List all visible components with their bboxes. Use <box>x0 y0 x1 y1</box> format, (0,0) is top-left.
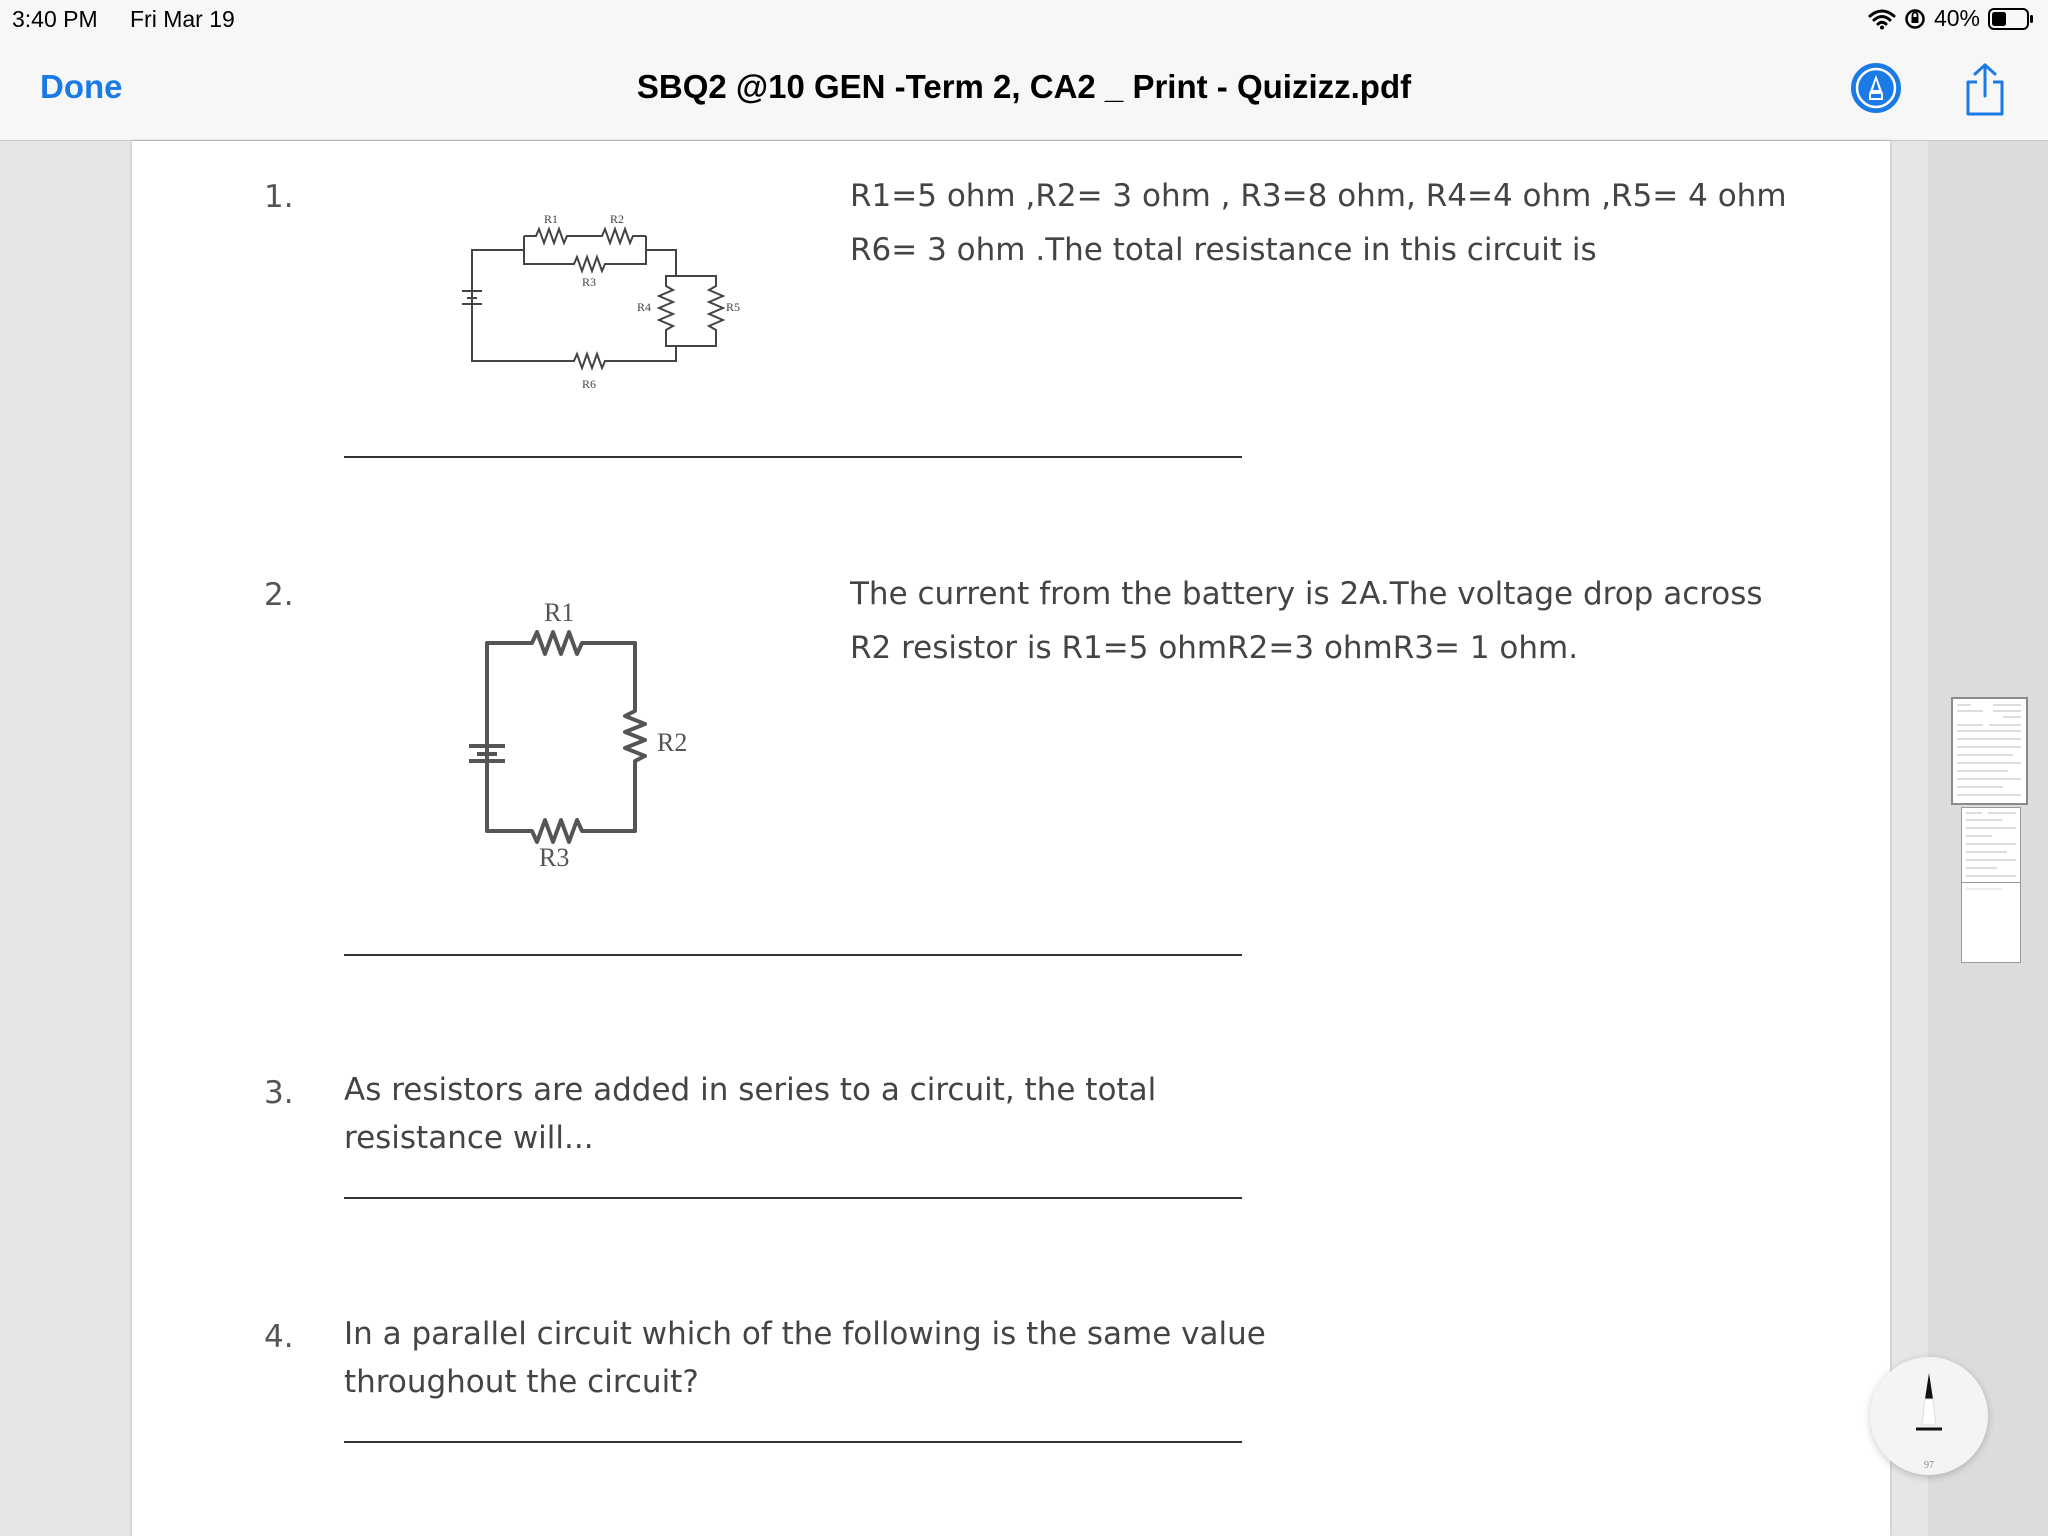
q1-label-r4: R4 <box>637 300 652 314</box>
done-button[interactable]: Done <box>40 68 123 105</box>
question-4-text <box>344 1310 1266 1406</box>
page-thumbnail-3[interactable] <box>1961 882 2021 963</box>
question-1-text <box>850 169 1787 277</box>
question-3-line-1: As resistors are added in series to a circuit, the total <box>344 1072 1157 1108</box>
thumbnail-2-preview <box>1962 808 2020 886</box>
page-thumbnail-1[interactable] <box>1951 697 2028 805</box>
status-indicators <box>1868 5 2034 32</box>
thumbnail-3-preview <box>1962 883 2020 962</box>
question-3-number: 3. <box>264 1075 294 1111</box>
q1-label-r5: R5 <box>726 300 741 314</box>
question-1-line-1: R1=5 ohm ,R2= 3 ohm , R3=8 ohm, R4=4 ohm ,R5= 4 ohm <box>850 178 1787 214</box>
battery-icon <box>1988 7 2034 31</box>
markup-button[interactable] <box>1851 63 1901 113</box>
question-1-line-2: R6= 3 ohm .The total resistance in this circuit is <box>850 232 1597 268</box>
q1-label-r1: R1 <box>544 212 559 226</box>
question-1-answer-line[interactable] <box>344 456 1242 458</box>
question-4-answer-line[interactable] <box>344 1441 1242 1443</box>
question-4-line-2: throughout the circuit? <box>344 1364 699 1400</box>
q2-label-r1: R1 <box>544 598 575 627</box>
thumbnail-1-preview <box>1953 699 2026 803</box>
question-1-number: 1. <box>264 179 294 215</box>
question-2-number: 2. <box>264 577 294 613</box>
pencil-icon <box>1870 1357 1988 1475</box>
battery-percent: 40% <box>1933 5 1980 31</box>
navigation-bar <box>0 40 2048 141</box>
wifi-icon <box>1868 8 1896 30</box>
share-button[interactable] <box>1962 62 2008 118</box>
pencil-tool-value: 97 <box>1924 1460 1934 1471</box>
question-2-text <box>850 567 1763 675</box>
markup-pen-icon <box>1854 66 1898 110</box>
question-2-line-2: R2 resistor is R1=5 ohmR2=3 ohmR3= 1 ohm. <box>850 630 1579 666</box>
q1-label-r2: R2 <box>610 212 625 226</box>
q2-label-r3: R3 <box>539 843 570 872</box>
pencil-tool-button[interactable] <box>1870 1357 1988 1475</box>
document-title: SBQ2 @10 GEN -Term 2, CA2 _ Print - Quizizz.pdf <box>636 68 1412 105</box>
status-date: Fri Mar 19 <box>130 6 235 32</box>
question-2-line-1: The current from the battery is 2A.The voltage drop across <box>850 576 1763 612</box>
q1-label-r3: R3 <box>582 275 597 289</box>
page-thumbnail-sidebar <box>1928 141 2048 1536</box>
question-3-text <box>344 1066 1156 1162</box>
status-bar <box>0 0 2048 40</box>
q2-label-r2: R2 <box>657 728 688 757</box>
question-3-answer-line[interactable] <box>344 1197 1242 1199</box>
question-2-answer-line[interactable] <box>344 954 1242 956</box>
question-2-circuit-diagram <box>417 566 777 872</box>
status-time: 3:40 PM <box>12 6 98 32</box>
orientation-lock-icon <box>1904 8 1926 30</box>
question-1-circuit-diagram <box>424 196 764 396</box>
question-4-line-1: In a parallel circuit which of the following is the same value <box>344 1316 1266 1352</box>
pdf-page[interactable] <box>132 141 1890 1536</box>
page-thumbnail-2[interactable] <box>1961 807 2021 887</box>
question-3-line-2: resistance will... <box>344 1120 594 1156</box>
q1-label-r6: R6 <box>582 377 597 391</box>
question-4-number: 4. <box>264 1319 294 1355</box>
